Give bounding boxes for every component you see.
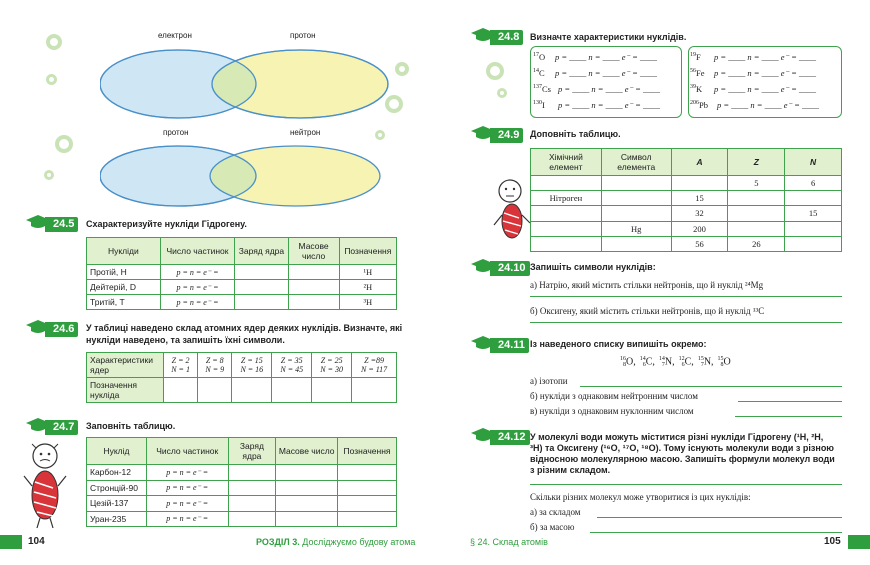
table-cell[interactable]: 5	[728, 176, 785, 191]
answer-cell[interactable]	[164, 378, 198, 403]
task-text: відносною молекулярною масою. Запишіть формули молекул води	[530, 454, 835, 464]
nuclide-name: Протій, H	[87, 265, 161, 280]
page-number-right: 105	[824, 536, 841, 547]
table-row	[531, 191, 842, 206]
question-b: б) за масою	[530, 522, 575, 532]
nuclide-name: Уран-235	[87, 511, 147, 527]
table-cell[interactable]: 32	[671, 206, 728, 221]
cartoon-character-icon	[20, 440, 70, 530]
question-a: а) ізотопи	[530, 376, 568, 386]
answer-line[interactable]	[530, 484, 842, 485]
nucleus-composition: Z =89 N = 117	[352, 353, 397, 378]
answer-cell[interactable]	[338, 496, 397, 512]
table-row	[531, 221, 842, 236]
table-row	[87, 496, 397, 512]
question-a: а) Натрію, який містить стільки нейтронів, що й нуклід ²⁴Mg	[530, 280, 764, 290]
nuclide-symbol: ³H	[339, 295, 396, 310]
cartoon-character-icon	[488, 175, 533, 250]
answer-cell[interactable]	[338, 511, 397, 527]
venn-label: електрон	[158, 31, 192, 40]
table-row	[87, 378, 397, 403]
table-cell[interactable]	[728, 206, 785, 221]
decor-circle	[497, 88, 507, 98]
task-text: ³H) та Оксигену (¹⁶O, ¹⁷O, ¹⁸O). Тому існують молекули води з різною	[530, 443, 834, 453]
question-b: б) нукліди з однаковим нейтронним числом	[530, 391, 698, 401]
footer-bar	[848, 535, 870, 549]
answer-cell[interactable]	[352, 378, 397, 403]
nuclide-name: Цезій-137	[87, 496, 147, 512]
decor-circle	[486, 62, 504, 80]
table-cell[interactable]: 6	[785, 176, 842, 191]
question-b: б) Оксигену, який містить стільки нейтронів, що й нуклід ¹³C	[530, 306, 765, 316]
table-row	[531, 176, 842, 191]
answer-line[interactable]	[590, 532, 842, 533]
nuclide-characteristics-row[interactable]: $^{56}$Fe p = ____ n = ____ e⁻ = ____	[690, 68, 816, 78]
decor-circle	[46, 74, 57, 85]
table-header: Хімічний елемент	[531, 149, 602, 176]
table-header: Масове число	[276, 438, 338, 465]
answer-line[interactable]	[580, 386, 842, 387]
nuclide-name: Тритій, T	[87, 295, 161, 310]
answer-line[interactable]	[597, 517, 842, 518]
nuclide-name: Дейтерій, D	[87, 280, 161, 295]
table-cell[interactable]: 15	[671, 191, 728, 206]
table-cell[interactable]	[531, 206, 602, 221]
nuclide-name: Стронцій-90	[87, 480, 147, 496]
section-title: РОЗДІЛ 3. Досліджуємо будову атома	[256, 537, 416, 547]
table-header: Масове число	[288, 238, 339, 265]
answer-cell[interactable]	[276, 496, 338, 512]
answer-cell[interactable]	[272, 378, 312, 403]
venn-diagrams	[100, 30, 390, 210]
table-header: N	[785, 149, 842, 176]
table-cell[interactable]	[785, 236, 842, 251]
table-cell[interactable]	[531, 221, 602, 236]
question-c: в) нукліди з однаковим нуклонним числом	[530, 406, 694, 416]
particles-field[interactable]: p = n = e⁻ =	[146, 480, 228, 496]
table-header: Число частинок	[146, 438, 228, 465]
question-a: а) за складом	[530, 507, 581, 517]
answer-cell[interactable]	[235, 265, 288, 280]
answer-cell[interactable]	[338, 465, 397, 481]
nuclide-name: Карбон-12	[87, 465, 147, 481]
nucleus-composition: Z = 15 N = 16	[232, 353, 272, 378]
table-cell[interactable]	[601, 176, 671, 191]
table-row	[531, 206, 842, 221]
nucleus-composition: Z = 35 N = 45	[272, 353, 312, 378]
answer-line[interactable]	[530, 322, 842, 323]
table-header: Число частинок	[160, 238, 235, 265]
question-text: Скільки різних молекул може утворитися із цих нуклідів:	[530, 492, 751, 502]
nuclide-characteristics-row[interactable]: $^{137}$Cs p = ____ n = ____ e⁻ = ____	[533, 84, 660, 94]
answer-cell[interactable]	[338, 480, 397, 496]
nucleus-composition: Z = 25 N = 30	[312, 353, 352, 378]
nucleus-composition: Z = 2 N = 1	[164, 353, 198, 378]
answer-cell[interactable]	[228, 496, 276, 512]
table-cell[interactable]: 15	[785, 206, 842, 221]
decor-circle	[395, 62, 409, 76]
answer-cell[interactable]	[276, 465, 338, 481]
answer-cell[interactable]	[228, 480, 276, 496]
table-row	[87, 265, 397, 280]
table-row	[531, 236, 842, 251]
venn-label: нейтрон	[290, 128, 321, 137]
venn-label: протон	[163, 128, 189, 137]
task-number: 24.6	[45, 322, 78, 337]
answer-line[interactable]	[530, 296, 842, 297]
task-number: 24.12	[490, 430, 530, 445]
task-text: У молекулі води можуть міститися різні нукліди Гідрогену (¹H, ²H,	[530, 432, 824, 442]
answer-cell[interactable]	[288, 280, 339, 295]
task-text: з різним складом.	[530, 465, 611, 475]
nuclide-symbol: 14 6 C,	[639, 356, 655, 368]
decor-circle	[46, 34, 62, 50]
task-text: Запишіть символи нуклідів:	[530, 262, 656, 272]
decor-circle	[55, 135, 73, 153]
row-label: Характеристики ядер	[87, 353, 164, 378]
particles-field[interactable]: p = n = e⁻ =	[146, 496, 228, 512]
nuclide-characteristics-row[interactable]: $^{206}$Pb p = ____ n = ____ e⁻ = ____	[690, 100, 819, 110]
nuclide-list	[620, 356, 735, 368]
table-row	[87, 465, 397, 481]
table-header: Нукліди	[87, 238, 161, 265]
nuclide-symbol: ²H	[339, 280, 396, 295]
table-cell[interactable]	[671, 176, 728, 191]
table-header: Z	[728, 149, 785, 176]
answer-cell[interactable]	[198, 378, 232, 403]
page-number-left: 104	[28, 536, 45, 547]
footer-bar	[0, 535, 22, 549]
answer-line[interactable]	[735, 416, 842, 417]
table-row	[87, 280, 397, 295]
task-number: 24.10	[490, 261, 530, 276]
task-text: нукліди наведено, та запишіть їхні символи.	[86, 335, 285, 345]
nuclide-symbol: 15 7 N,	[697, 356, 714, 368]
task-text: Схарактеризуйте нукліди Гідрогену.	[86, 219, 247, 229]
task-number: 24.8	[490, 30, 523, 45]
nuclide-symbol: 15 8 O	[717, 356, 731, 368]
paragraph-title: § 24. Склад атомів	[470, 537, 548, 547]
table-row	[87, 511, 397, 527]
task-number: 24.9	[490, 128, 523, 143]
answer-cell[interactable]	[288, 295, 339, 310]
particles-field[interactable]: p = n = e⁻ =	[160, 280, 235, 295]
table-cell[interactable]	[601, 206, 671, 221]
table-header: A	[671, 149, 728, 176]
table-cell[interactable]	[531, 236, 602, 251]
answer-cell[interactable]	[228, 465, 276, 481]
table-cell[interactable]	[531, 176, 602, 191]
nuclide-symbol: 12 6 C,	[678, 356, 694, 368]
particles-field[interactable]: p = n = e⁻ =	[160, 265, 235, 280]
nuclide-symbol: 14 7 N,	[658, 356, 675, 368]
answer-cell[interactable]	[232, 378, 272, 403]
table-header: Символ елемента	[601, 149, 671, 176]
table-header: Позначення	[339, 238, 396, 265]
table-24-6	[86, 352, 397, 403]
task-number: 24.7	[45, 420, 78, 435]
task-text: У таблиці наведено склад атомних ядер деяких нуклідів. Визначте, які	[86, 323, 403, 333]
answer-cell[interactable]	[235, 280, 288, 295]
answer-cell[interactable]	[276, 480, 338, 496]
nuclide-characteristics-row[interactable]: $^{14}$C p = ____ n = ____ e⁻ = ____	[533, 68, 657, 78]
nuclide-characteristics-row[interactable]: $^{19}$F p = ____ n = ____ e⁻ = ____	[690, 52, 816, 62]
table-cell[interactable]	[728, 191, 785, 206]
table-cell[interactable]	[785, 221, 842, 236]
nucleus-composition: Z = 8 N = 9	[198, 353, 232, 378]
table-row	[87, 295, 397, 310]
table-cell[interactable]	[728, 221, 785, 236]
table-cell[interactable]: 200	[671, 221, 728, 236]
particles-field[interactable]: p = n = e⁻ =	[160, 295, 235, 310]
table-row	[87, 480, 397, 496]
nuclide-characteristics-row[interactable]: $^{39}$K p = ____ n = ____ e⁻ = ____	[690, 84, 816, 94]
table-header: Заряд ядра	[235, 238, 288, 265]
answer-cell[interactable]	[288, 265, 339, 280]
decor-circle	[44, 170, 54, 180]
table-header: Позначення	[338, 438, 397, 465]
answer-cell[interactable]	[228, 511, 276, 527]
particles-field[interactable]: p = n = e⁻ =	[146, 465, 228, 481]
answer-cell[interactable]	[276, 511, 338, 527]
nuclide-symbol: ¹H	[339, 265, 396, 280]
table-24-5	[86, 237, 397, 310]
task-text: Визначте характеристики нуклідів.	[530, 32, 687, 42]
task-text: Із наведеного списку випишіть окремо:	[530, 339, 707, 349]
nuclide-characteristics-row[interactable]: $^{130}$I p = ____ n = ____ e⁻ = ____	[533, 100, 660, 110]
task-number: 24.11	[490, 338, 529, 353]
table-cell[interactable]	[785, 191, 842, 206]
answer-cell[interactable]	[235, 295, 288, 310]
answer-line[interactable]	[738, 401, 842, 402]
table-cell[interactable]	[601, 236, 671, 251]
task-text: Доповніть таблицю.	[530, 129, 621, 139]
row-label: Позначення нукліда	[87, 378, 164, 403]
table-row	[87, 353, 397, 378]
table-24-7	[86, 437, 397, 527]
answer-cell[interactable]	[312, 378, 352, 403]
venn-label: протон	[290, 31, 316, 40]
table-cell[interactable]: Нітроген	[531, 191, 602, 206]
particles-field[interactable]: p = n = e⁻ =	[146, 511, 228, 527]
table-header: Заряд ядра	[228, 438, 276, 465]
task-number: 24.5	[45, 217, 78, 232]
table-24-9	[530, 148, 842, 252]
task-text: Заповніть таблицю.	[86, 421, 176, 431]
table-cell[interactable]	[601, 191, 671, 206]
nuclide-characteristics-row[interactable]: $^{17}$O p = ____ n = ____ e⁻ = ____	[533, 52, 657, 62]
table-cell[interactable]: 56	[671, 236, 728, 251]
nuclide-symbol: 16 8 O,	[620, 356, 636, 368]
table-cell[interactable]: 26	[728, 236, 785, 251]
table-header: Нуклід	[87, 438, 147, 465]
table-cell[interactable]: Hg	[601, 221, 671, 236]
